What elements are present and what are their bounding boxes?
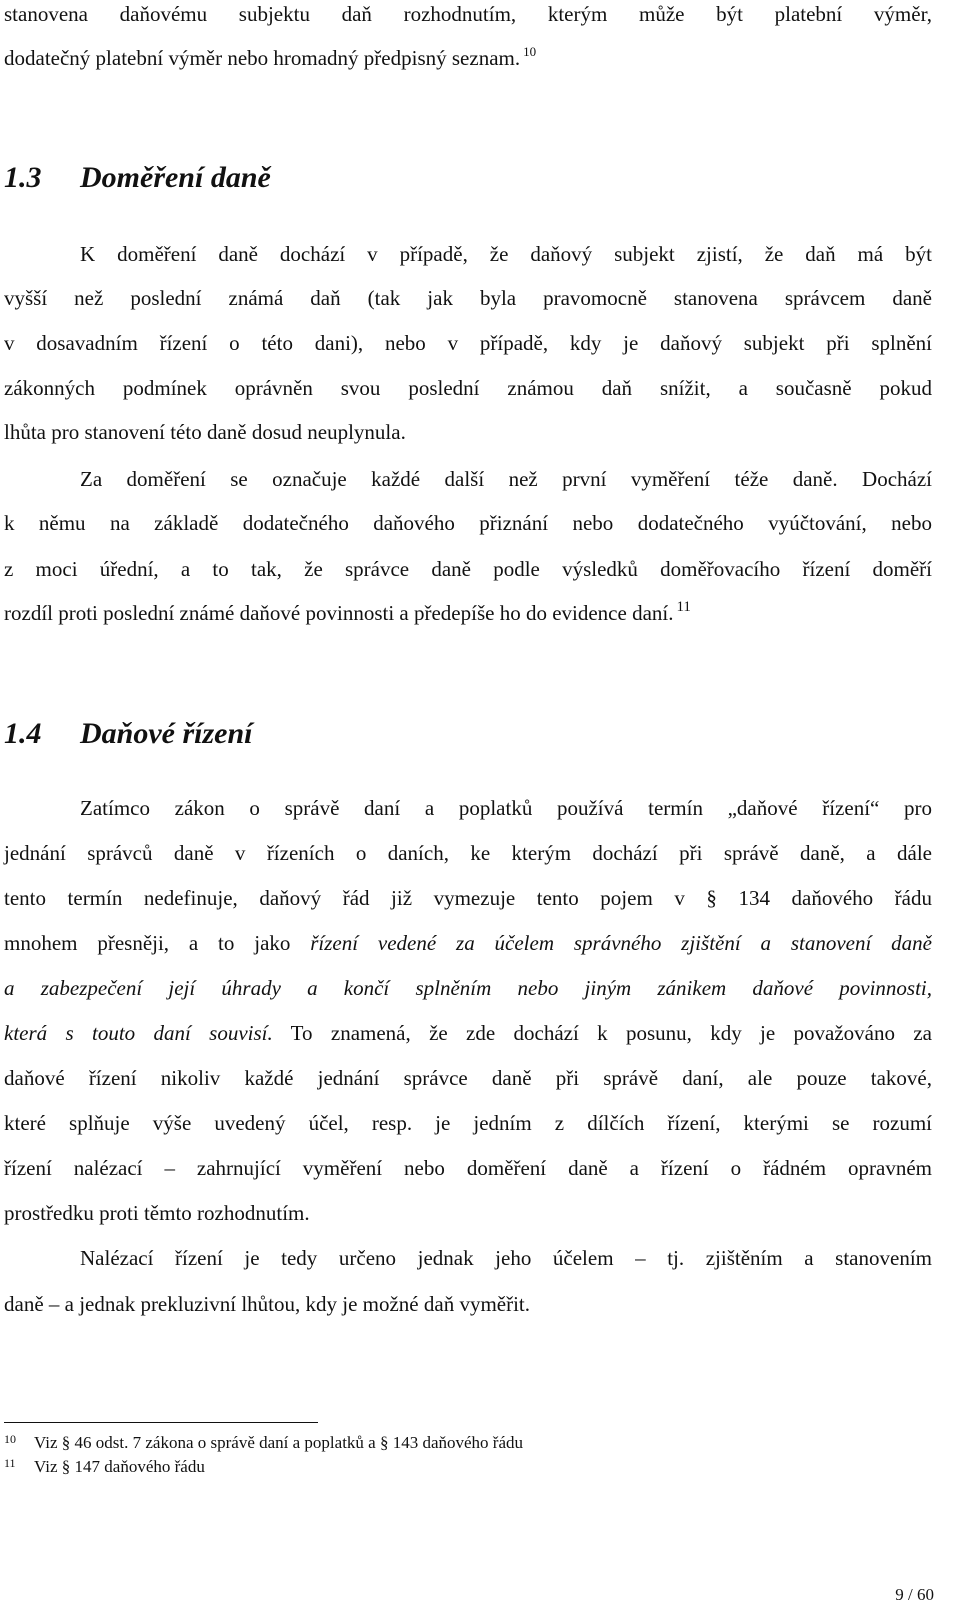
footnote-text: Viz § 46 odst. 7 zákona o správě daní a poplatků a § 143 daňového řádu — [34, 1433, 524, 1452]
text-line: prostředku proti těmto rozhodnutím. — [4, 1201, 310, 1225]
text-line: a zabezpečení její úhrady a končí splněním nebo jiným zánikem daňové povinnosti, — [4, 976, 932, 1000]
text-line: Za doměření se označuje každé další než první vyměření téže daně. Dochází — [80, 467, 932, 491]
footnote-text: Viz § 147 daňového řádu — [34, 1457, 205, 1476]
text-line: zákonných podmínek oprávněn svou poslední známou daň snížit, a současně pokud — [4, 376, 932, 400]
text-line: která s touto daní souvisí. To znamená, že zde dochází k posunu, kdy je považováno za — [4, 1021, 932, 1045]
text-line: vyšší než poslední známá daň (tak jak byla pravomocně stanovena správcem daně — [4, 286, 932, 310]
text-line: lhůta pro stanovení této daně dosud neuplynula. — [4, 420, 406, 444]
footnote-number: 10 — [4, 1432, 16, 1446]
section-number: 1.4 — [4, 717, 42, 750]
text-line: K doměření daně dochází v případě, že daňový subjekt zjistí, že daň má být — [80, 242, 932, 266]
section-title: Daňové řízení — [80, 717, 253, 750]
text-line: Zatímco zákon o správě daní a poplatků používá termín „daňové řízení“ pro — [80, 796, 932, 820]
section-heading — [4, 716, 253, 752]
text-line: řízení nalézací – zahrnující vyměření nebo doměření daně a řízení o řádném opravném — [4, 1156, 932, 1180]
text-line: mnohem přesněji, a to jako řízení vedené za účelem správného zjištění a stanovení daně — [4, 931, 933, 955]
text-line: daňové řízení nikoliv každé jednání správce daně při správě daní, ale pouze takové, — [4, 1066, 932, 1090]
text-line: v dosavadním řízení o této dani), nebo v případě, kdy je daňový subjekt při splnění — [4, 331, 932, 355]
text-line: Nalézací řízení je tedy určeno jednak jeho účelem – tj. zjištěním a stanovením — [80, 1246, 932, 1270]
text-line: jednání správců daně v řízeních o daních, ke kterým dochází při správě daně, a dále — [4, 841, 932, 865]
text-line: z moci úřední, a to tak, že správce daně podle výsledků doměřovacího řízení doměří — [4, 557, 932, 581]
text-line: které splňuje výše uvedený účel, resp. je jedním z dílčích řízení, kterými se rozumí — [4, 1111, 932, 1135]
text-line: tento termín nedefinuje, daňový řád již vymezuje tento pojem v § 134 daňového řádu — [4, 886, 932, 910]
text-line: dodatečný platební výměr nebo hromadný předpisný seznam. $^{10}$ — [4, 44, 537, 70]
text-line: k němu na základě dodatečného daňového přiznání nebo dodatečného vyúčtování, nebo — [4, 511, 932, 535]
footnote — [4, 1456, 205, 1478]
text-line: daně – a jednak prekluzivní lhůtou, kdy je možné daň vyměřit. — [4, 1292, 531, 1316]
section-number: 1.3 — [4, 161, 42, 194]
footnote-divider — [4, 1422, 318, 1423]
section-heading — [4, 160, 271, 196]
footnote-ref[interactable]: 11 — [676, 599, 691, 615]
text-line: rozdíl proti poslední známé daňové povinnosti a předepíše ho do evidence daní. $^{11}$ — [4, 599, 691, 625]
footnote — [4, 1432, 523, 1454]
section-title: Doměření daně — [80, 161, 271, 194]
page-number: 9 / 60 — [895, 1585, 934, 1604]
text-line: stanovena daňovému subjektu daň rozhodnutím, kterým může být platební výměr, — [4, 2, 932, 26]
footnote-ref[interactable]: 10 — [523, 44, 537, 59]
footnote-number: 11 — [4, 1456, 16, 1470]
